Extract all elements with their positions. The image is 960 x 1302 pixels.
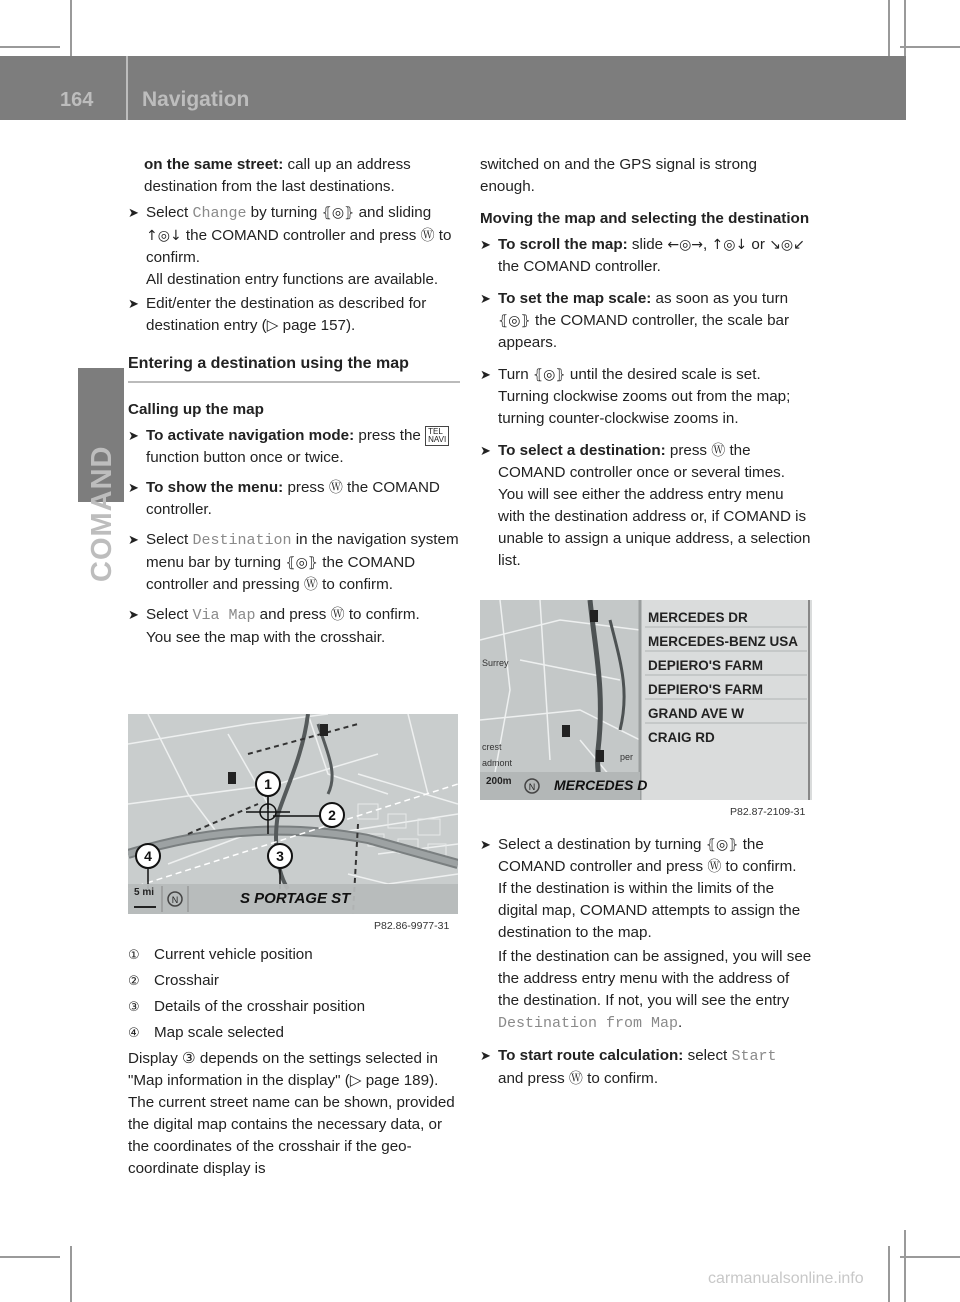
step-activate-nav bbox=[128, 425, 460, 469]
step-text: press bbox=[283, 479, 329, 496]
step-text: and press bbox=[255, 606, 331, 623]
caption-number: ④ bbox=[128, 1025, 140, 1040]
step-turn-scale bbox=[480, 364, 814, 430]
step-text: press the bbox=[354, 427, 426, 444]
caption-item bbox=[128, 996, 460, 1018]
page-ref-icon: ▷ bbox=[349, 1072, 366, 1089]
arrow-icon: ➤ bbox=[128, 428, 139, 443]
map-label: admont bbox=[482, 758, 513, 768]
svg-text:N: N bbox=[528, 782, 536, 792]
cmd-change: Change bbox=[192, 205, 247, 222]
side-tab-label: COMAND bbox=[86, 445, 118, 582]
press-icon: Ⓦ bbox=[328, 480, 343, 496]
arrow-icon: ➤ bbox=[480, 1048, 491, 1063]
map-label: per bbox=[620, 752, 634, 762]
step-text: the COMAND controller. bbox=[498, 258, 661, 275]
step-select-dest bbox=[480, 440, 814, 572]
step-bold: To start route calculation: bbox=[498, 1047, 684, 1064]
figure-id: P82.87-2109-31 bbox=[730, 806, 806, 818]
list-item[interactable]: DEPIERO'S FARM bbox=[648, 658, 763, 673]
crop-mark bbox=[70, 0, 72, 56]
step-bold: To activate navigation mode: bbox=[146, 427, 355, 444]
crop-mark bbox=[888, 1246, 890, 1302]
step-map-scale bbox=[480, 288, 814, 354]
intro-paragraph bbox=[128, 154, 460, 198]
step-text: as soon as you turn bbox=[651, 290, 789, 307]
step-text: the COMAND controller and pressing bbox=[146, 554, 416, 593]
crop-mark bbox=[0, 46, 60, 48]
rotate-icon: ⦃◎⦄ bbox=[321, 205, 355, 221]
rotate-icon: ⦃◎⦄ bbox=[285, 555, 319, 571]
step-text: until the desired scale is set. bbox=[565, 366, 761, 383]
display-paragraph bbox=[128, 1048, 460, 1180]
list-item[interactable]: DEPIERO'S FARM bbox=[648, 682, 763, 697]
step-text: Select bbox=[146, 531, 193, 548]
list-item[interactable]: CRAIG RD bbox=[648, 730, 715, 745]
step-text: If the destination can be assigned, you will see the address entry menu with the address of the destination. If not, you will see the entry bbox=[498, 948, 812, 1009]
header-bar bbox=[0, 56, 906, 120]
step-text: and press bbox=[498, 1070, 569, 1087]
page-ref-icon: ▷ bbox=[266, 317, 283, 334]
right-heading: Moving the map and selecting the destination bbox=[480, 210, 810, 227]
left-column bbox=[128, 154, 460, 649]
para-number: ③ bbox=[182, 1050, 196, 1067]
step-note: If the destination is within the limits of the digital map, COMAND attempts to assign the destination to the map. bbox=[498, 880, 801, 941]
page-ref: page 157). bbox=[282, 317, 356, 334]
arrow-icon: ➤ bbox=[128, 532, 139, 547]
arrow-icon: ➤ bbox=[480, 291, 491, 306]
step-text: the COMAND controller. bbox=[146, 479, 440, 518]
step-scroll-map: ➤ To scroll the map: slide ←◎→, ↑◎↓ or ↘◎↙ the COMAND controller. bbox=[480, 236, 805, 275]
section-title: Navigation bbox=[142, 88, 250, 111]
caption-item bbox=[128, 1022, 460, 1044]
cmd-start: Start bbox=[731, 1048, 777, 1065]
map-graphic bbox=[128, 714, 458, 914]
arrow-icon: ➤ bbox=[128, 607, 139, 622]
arrow-icon: ➤ bbox=[480, 237, 491, 252]
arrow-icon: ➤ bbox=[128, 480, 139, 495]
caption-item bbox=[128, 970, 460, 992]
crop-mark bbox=[904, 1230, 906, 1302]
svg-text:N: N bbox=[171, 895, 179, 905]
arrow-icon: ➤ bbox=[128, 296, 139, 311]
step-text: or bbox=[747, 236, 770, 253]
map-screenshot-selection-list bbox=[480, 600, 812, 800]
destination-list bbox=[648, 606, 808, 750]
map-scale: 5 mi bbox=[134, 887, 155, 898]
arrow-icon: ➤ bbox=[480, 443, 491, 458]
step-text: the COMAND controller and press bbox=[181, 227, 421, 244]
sub-heading: Calling up the map bbox=[128, 401, 264, 418]
press-icon: Ⓦ bbox=[707, 859, 722, 875]
left-column-bottom bbox=[128, 944, 460, 1180]
arrow-icon: ➤ bbox=[480, 367, 491, 382]
crop-mark bbox=[900, 46, 960, 48]
step-text: . bbox=[678, 1014, 683, 1031]
arrow-icon: ➤ bbox=[480, 837, 491, 852]
para-text: depends on the settings selected in "Map information in the display" ( bbox=[128, 1050, 438, 1089]
caption-item bbox=[128, 944, 460, 966]
slide-updown-icon: ↑◎↓ bbox=[711, 237, 748, 253]
step-text: Select a destination by turning bbox=[498, 836, 706, 853]
step-text: to confirm. bbox=[317, 576, 393, 593]
caption-text: Details of the crosshair position bbox=[154, 998, 366, 1015]
caption-text: Crosshair bbox=[154, 972, 219, 989]
right-column bbox=[480, 154, 814, 572]
map-street-name: MERCEDES D bbox=[554, 777, 648, 793]
intro-bold: on the same street: bbox=[144, 156, 284, 173]
watermark: carmanualsonline.info bbox=[708, 1270, 864, 1287]
map-label: crest bbox=[482, 742, 502, 752]
section-heading: Entering a destination using the map bbox=[128, 353, 460, 383]
step-note: You see the map with the crosshair. bbox=[146, 629, 386, 646]
step-start-route bbox=[480, 1045, 814, 1090]
step-note: Turning clockwise zooms out from the map; turning counter-clockwise zooms in. bbox=[498, 388, 791, 427]
crop-mark bbox=[70, 1246, 72, 1302]
page-number: 164 bbox=[60, 89, 94, 111]
caption-list bbox=[128, 944, 460, 1044]
step-note: All destination entry functions are available. bbox=[146, 271, 439, 288]
slide-diagonal-icon: ↘◎↙ bbox=[769, 237, 805, 253]
step-text: to confirm. bbox=[344, 606, 420, 623]
crop-mark bbox=[0, 1256, 60, 1258]
svg-text:2: 2 bbox=[328, 807, 336, 823]
press-icon: Ⓦ bbox=[303, 577, 318, 593]
step-text: to confirm. bbox=[721, 858, 797, 875]
para-text: page 189). The current street name can be shown, provided the digital map contains the necessary data, or the coordinates of the crosshair if the geo-coordinate display is bbox=[128, 1072, 455, 1177]
arrow-icon: ➤ bbox=[128, 205, 139, 220]
svg-text:1: 1 bbox=[264, 776, 272, 792]
step-bold: To show the menu: bbox=[146, 479, 284, 496]
press-icon: Ⓦ bbox=[330, 607, 345, 623]
step-text: and sliding bbox=[354, 204, 432, 221]
step-text: Select bbox=[146, 204, 193, 221]
svg-text:3: 3 bbox=[276, 848, 284, 864]
step-show-menu bbox=[128, 477, 460, 521]
figure-id: P82.86-9977-31 bbox=[374, 920, 450, 932]
para-text: Display bbox=[128, 1050, 183, 1067]
step-text: press bbox=[665, 442, 712, 459]
press-icon: Ⓦ bbox=[711, 443, 726, 459]
step-edit-destination bbox=[128, 293, 460, 337]
step-text: slide bbox=[627, 236, 668, 253]
map-scale: 200m bbox=[486, 776, 512, 787]
slide-updown-icon: ↑◎↓ bbox=[146, 228, 182, 244]
continued-paragraph: switched on and the GPS signal is strong enough. bbox=[480, 156, 757, 195]
press-icon: Ⓦ bbox=[420, 228, 435, 244]
right-column-bottom bbox=[480, 834, 814, 1090]
intro-text: call up an address destination from the last destinations. bbox=[144, 156, 411, 195]
list-item[interactable]: MERCEDES DR bbox=[648, 610, 748, 625]
map-label: Surrey bbox=[482, 658, 509, 668]
list-item[interactable]: GRAND AVE W bbox=[648, 706, 744, 721]
step-text: to confirm. bbox=[146, 227, 452, 266]
cmd-via-map: Via Map bbox=[192, 607, 256, 624]
rotate-icon: ⦃◎⦄ bbox=[705, 837, 739, 853]
step-text: Turn bbox=[498, 366, 533, 383]
crop-mark bbox=[888, 0, 890, 56]
step-text: the COMAND controller once or several times. You will see either the address entry menu with the destination address or, if COMAND is unable to assign a unique address, a selection list. bbox=[498, 442, 811, 569]
step-text: select bbox=[683, 1047, 732, 1064]
step-bold: To set the map scale: bbox=[498, 290, 652, 307]
navi-button-icon: TEL NAVI bbox=[425, 426, 449, 446]
step-note bbox=[498, 946, 814, 1035]
step-text: function button once or twice. bbox=[146, 449, 344, 466]
cmd-destination-from-map: Destination from Map bbox=[498, 1015, 679, 1032]
caption-number: ① bbox=[128, 947, 140, 962]
step-text: Select bbox=[146, 606, 193, 623]
crop-mark bbox=[900, 1256, 960, 1258]
step-text: Edit/enter the destination as described for destination entry ( bbox=[146, 295, 427, 334]
step-select-change bbox=[128, 202, 460, 291]
caption-text: Current vehicle position bbox=[154, 946, 313, 963]
caption-number: ③ bbox=[128, 999, 140, 1014]
cmd-destination: Destination bbox=[192, 532, 292, 549]
slide-leftright-icon: ←◎→ bbox=[667, 237, 704, 253]
header-divider bbox=[126, 56, 128, 120]
map-screenshot-crosshair bbox=[128, 714, 458, 914]
step-text: the COMAND controller, the scale bar appears. bbox=[498, 312, 790, 351]
step-select-via-map bbox=[128, 604, 460, 649]
step-select-by-turning bbox=[480, 834, 814, 1035]
press-icon: Ⓦ bbox=[568, 1071, 583, 1087]
step-text: the COMAND controller and press bbox=[498, 836, 764, 875]
map-street-name: S PORTAGE ST bbox=[240, 890, 351, 907]
caption-text: Map scale selected bbox=[154, 1024, 285, 1041]
rotate-icon: ⦃◎⦄ bbox=[532, 367, 566, 383]
caption-number: ② bbox=[128, 973, 140, 988]
svg-text:4: 4 bbox=[144, 848, 152, 864]
step-bold: To scroll the map: bbox=[498, 236, 628, 253]
step-text: by turning bbox=[246, 204, 322, 221]
step-text: to confirm. bbox=[582, 1070, 659, 1087]
step-bold: To select a destination: bbox=[498, 442, 666, 459]
rotate-icon: ⦃◎⦄ bbox=[498, 313, 531, 329]
list-item[interactable]: MERCEDES-BENZ USA bbox=[648, 634, 799, 649]
step-text: in the navigation system menu bar by turning bbox=[146, 531, 459, 571]
step-select-destination bbox=[128, 529, 460, 596]
